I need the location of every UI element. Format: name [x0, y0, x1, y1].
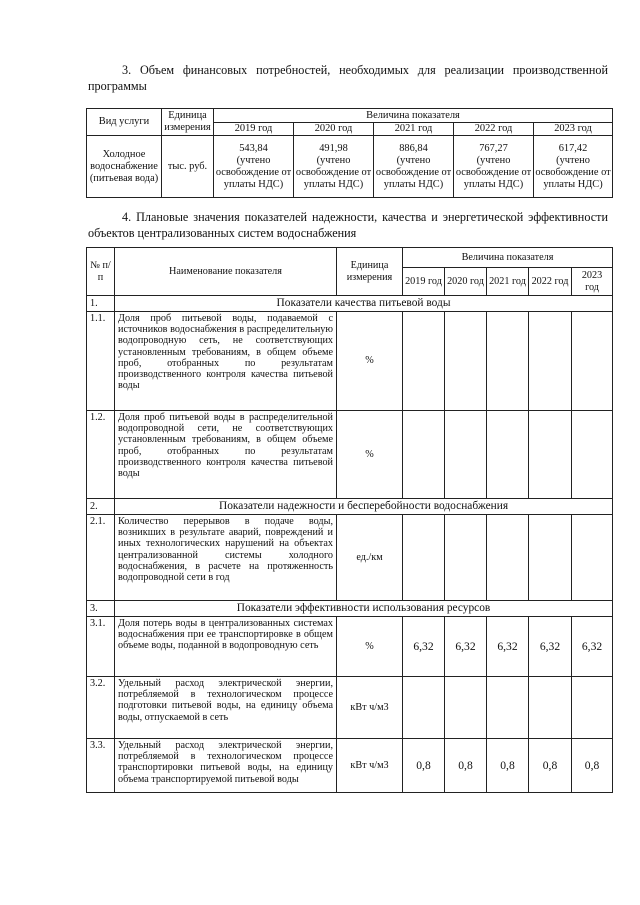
header-year: 2020 год	[445, 268, 487, 296]
section-num: 3.	[87, 601, 115, 617]
value-cell: 6,32	[445, 617, 487, 677]
header-name: Наименование показателя	[115, 248, 337, 296]
indicator-name: Доля потерь воды в централизованных системах водоснабжения при ее транспортировке в общем объеме воды, поданной в водопроводную сеть	[115, 617, 337, 677]
service-cell: Холодное водоснабжение (питьевая вода)	[87, 136, 162, 198]
header-year: 2022 год	[454, 123, 534, 136]
row-num: 3.2.	[87, 677, 115, 739]
value-cell	[403, 677, 445, 739]
section-row	[87, 601, 613, 617]
value-cell	[487, 677, 529, 739]
section-row	[87, 499, 613, 515]
value-cell	[445, 312, 487, 411]
value-note: (учтено освобождение от уплаты НДС)	[215, 154, 292, 190]
value-number: 767,27	[479, 142, 508, 154]
value-note: (учтено освобождение от уплаты НДС)	[375, 154, 452, 190]
section-num: 1.	[87, 296, 115, 312]
value-cell	[487, 411, 529, 499]
financial-needs-table	[86, 108, 613, 198]
value-note: (учтено освобождение от уплаты НДС)	[535, 154, 611, 190]
indicator-name: Количество перерывов в подаче воды, возникших в результате аварий, повреждений и иных технологических нарушений на объектах централизованной системы холодного водоснабжения, в расчете на протяженность водопроводной сети в год	[115, 515, 337, 601]
unit-cell: %	[337, 411, 403, 499]
unit-cell: тыс. руб.	[162, 136, 214, 198]
table-row	[87, 677, 613, 739]
header-year: 2020 год	[294, 123, 374, 136]
value-cell: 0,8	[403, 739, 445, 793]
value-cell	[374, 136, 454, 198]
value-cell	[572, 312, 613, 411]
section-row	[87, 296, 613, 312]
header-num: № п/п	[87, 248, 115, 296]
indicator-name: Удельный расход электрической энергии, потребляемой в технологическом процессе подготовки питьевой воды, на единицу объема воды, отпускаемой в сеть	[115, 677, 337, 739]
value-cell	[445, 515, 487, 601]
value-note: (учтено освобождение от уплаты НДС)	[295, 154, 372, 190]
section-title: Показатели качества питьевой воды	[115, 296, 613, 312]
value-number: 617,42	[558, 142, 588, 154]
table-row	[87, 411, 613, 499]
header-value-group: Величина показателя	[214, 109, 613, 123]
row-num: 1.1.	[87, 312, 115, 411]
indicator-name: Удельный расход электрической энергии, потребляемой в технологическом процессе транспортировки питьевой воды, на единицу объема транспортируемой питьевой воды	[115, 739, 337, 793]
header-service: Вид услуги	[87, 109, 162, 136]
value-cell	[529, 312, 572, 411]
header-year: 2019 год	[403, 268, 445, 296]
value-cell: 6,32	[529, 617, 572, 677]
value-cell: 6,32	[403, 617, 445, 677]
unit-cell: ед./км	[337, 515, 403, 601]
value-cell: 0,8	[529, 739, 572, 793]
indicator-name: Доля проб питьевой воды, подаваемой с источников водоснабжения в распределительную водопроводную сеть, не соответствующих установленным требованиям, в общем объеме проб, отобранных по результатам производственного контроля качества питьевой воды	[115, 312, 337, 411]
value-number: 543,84	[239, 142, 268, 154]
value-cell	[403, 515, 445, 601]
table-row	[87, 136, 613, 198]
value-cell	[214, 136, 294, 198]
section-num: 2.	[87, 499, 115, 515]
unit-cell: %	[337, 312, 403, 411]
value-number: 886,84	[399, 142, 428, 154]
value-cell: 0,8	[572, 739, 613, 793]
header-unit: Единица измерения	[162, 109, 214, 136]
table-row	[87, 739, 613, 793]
indicator-name: Доля проб питьевой воды в распределительной водопроводной сети, не соответствующих установленным требованиям, в общем объеме проб, отобранных по результатам производственного контроля качества питьевой воды	[115, 411, 337, 499]
row-num: 1.2.	[87, 411, 115, 499]
value-cell	[454, 136, 534, 198]
section-title: Показатели эффективности использования ресурсов	[115, 601, 613, 617]
table-row	[87, 312, 613, 411]
unit-cell: %	[337, 617, 403, 677]
header-year: 2021 год	[374, 123, 454, 136]
value-note: (учтено освобождение от уплаты НДС)	[455, 154, 532, 190]
value-cell: 6,32	[572, 617, 613, 677]
value-number: 491,98	[319, 142, 348, 154]
value-cell	[572, 411, 613, 499]
value-cell	[572, 515, 613, 601]
unit-cell: кВт ч/м3	[337, 739, 403, 793]
value-cell: 0,8	[445, 739, 487, 793]
value-cell: 0,8	[487, 739, 529, 793]
header-year: 2023 год	[534, 123, 613, 136]
value-cell	[534, 136, 613, 198]
value-cell: 6,32	[487, 617, 529, 677]
value-cell	[445, 677, 487, 739]
value-cell	[445, 411, 487, 499]
row-num: 3.1.	[87, 617, 115, 677]
section-4-heading: 4. Плановые значения показателей надежности, качества и энергетической эффективности объектов централизованных систем водоснабжения	[88, 210, 608, 240]
value-cell	[529, 515, 572, 601]
header-year: 2019 год	[214, 123, 294, 136]
indicators-table	[86, 247, 613, 793]
row-num: 3.3.	[87, 739, 115, 793]
value-cell	[403, 411, 445, 499]
table-row	[87, 617, 613, 677]
header-year: 2023 год	[572, 268, 613, 296]
value-cell	[294, 136, 374, 198]
section-3-heading: 3. Объем финансовых потребностей, необходимых для реализации производственной программы	[88, 63, 608, 93]
table-row	[87, 515, 613, 601]
unit-cell: кВт ч/м3	[337, 677, 403, 739]
value-cell	[487, 312, 529, 411]
row-num: 2.1.	[87, 515, 115, 601]
value-cell	[529, 411, 572, 499]
value-cell	[487, 515, 529, 601]
value-cell	[529, 677, 572, 739]
section-title: Показатели надежности и бесперебойности водоснабжения	[115, 499, 613, 515]
header-unit: Единица измерения	[337, 248, 403, 296]
value-cell	[572, 677, 613, 739]
value-cell	[403, 312, 445, 411]
header-year: 2022 год	[529, 268, 572, 296]
header-value-group: Величина показателя	[403, 248, 613, 268]
header-year: 2021 год	[487, 268, 529, 296]
